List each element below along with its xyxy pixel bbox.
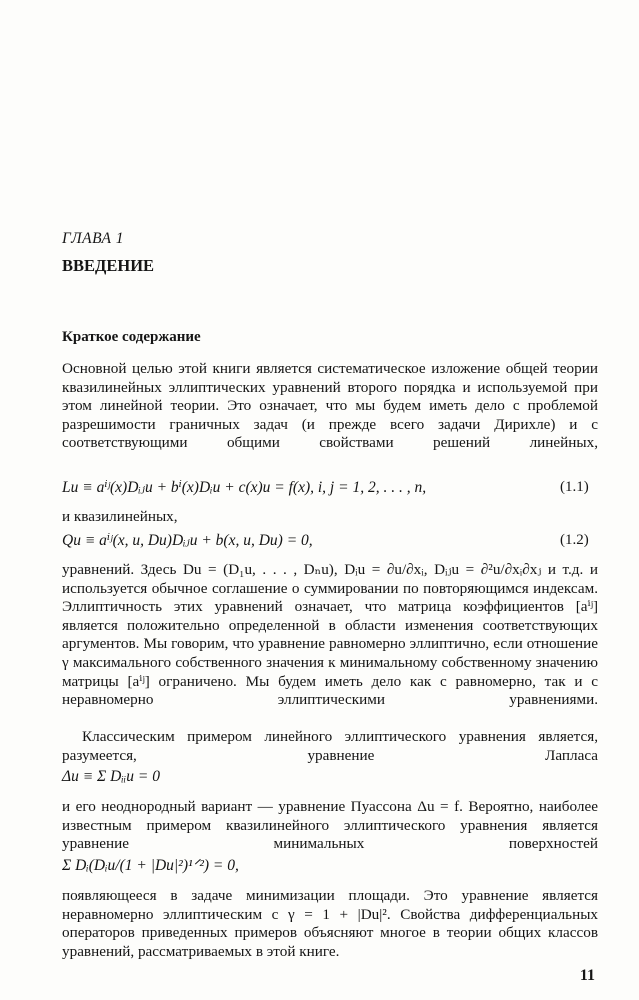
laplace-paragraph-text: Классическим примером линейного эллиптического уравнения является, разумеется, уравнение Лапласа: [62, 728, 598, 764]
chapter-title: ВВЕДЕНИЕ: [62, 256, 155, 275]
summary-heading: Краткое содержание: [62, 329, 201, 345]
page-number: 11: [579, 967, 595, 984]
laplace-paragraph: [62, 728, 598, 765]
equation-number-1-2: (1.2): [560, 532, 589, 548]
poisson-paragraph-text: и его неоднородный вариант — уравнение Пуассона Δu = f. Вероятно, наиболее известным примером квазилинейного эллиптического уравнения является уравнение минимальных поверхностей: [62, 798, 598, 853]
chapter-label: ГЛАВА 1: [62, 230, 125, 247]
equation-number-1-1: (1.1): [560, 479, 589, 495]
equation-quasilinear: Qu ≡ aⁱʲ(x, u, Du)Dᵢⱼu + b(x, u, Du) = 0,: [62, 532, 313, 549]
equation-linear: Lu ≡ aⁱʲ(x)Dᵢⱼu + bⁱ(x)Dᵢu + c(x)u = f(x), i, j = 1, 2, . . . , n,: [62, 479, 427, 496]
definitions-paragraph: [62, 561, 598, 710]
equation-minimal-surface: Σ Dᵢ(Dᵢu/(1 + |Du|²)¹ᐟ²) = 0,: [62, 857, 239, 874]
intro-paragraph-text: Основной целью этой книги является систематическое изложение общей теории квазилинейных эллиптических уравнений второго порядка и используемой при этом линейной теории. Это означает, что мы будем иметь дело с проблемой разрешимости граничных задач (и прежде всего задачи Дирихле) и с соответствующими общими свойствами решений линейных,: [62, 360, 598, 452]
closing-paragraph-text: появляющееся в задаче минимизации площади. Это уравнение является неравномерно эллиптическим с γ = 1 + |Du|². Свойства дифференциальных операторов приведенных примеров объясняют многое в теории общих классов уравнений, рассматриваемых в этой книге.: [62, 887, 598, 960]
definitions-paragraph-text: уравнений. Здесь Du = (D₁u, . . . , Dₙu), Dᵢu = ∂u/∂xᵢ, Dᵢⱼu = ∂²u/∂xᵢ∂xⱼ и т.д. и используется обычное соглашение о суммировании по повторяющимся индексам. Эллиптичность этих уравнений означает, что матрица коэффициентов [aⁱʲ] является положительно определенной в области изменения соответствующих аргументов. Мы говорим, что уравнение равномерно эллиптично, если отношение γ максимального собственного значения к минимальному собственному значению матрицы [aⁱʲ] ограничено. Мы будем иметь дело как с равномерно, так и с неравномерно эллиптическими уравнениями.: [62, 561, 598, 709]
closing-paragraph: [62, 887, 598, 961]
poisson-paragraph: [62, 798, 598, 854]
intro-paragraph: [62, 360, 598, 453]
equation-laplace: Δu ≡ Σ Dᵢᵢu = 0: [62, 768, 160, 785]
quasilinear-label: и квазилинейных,: [62, 508, 178, 525]
